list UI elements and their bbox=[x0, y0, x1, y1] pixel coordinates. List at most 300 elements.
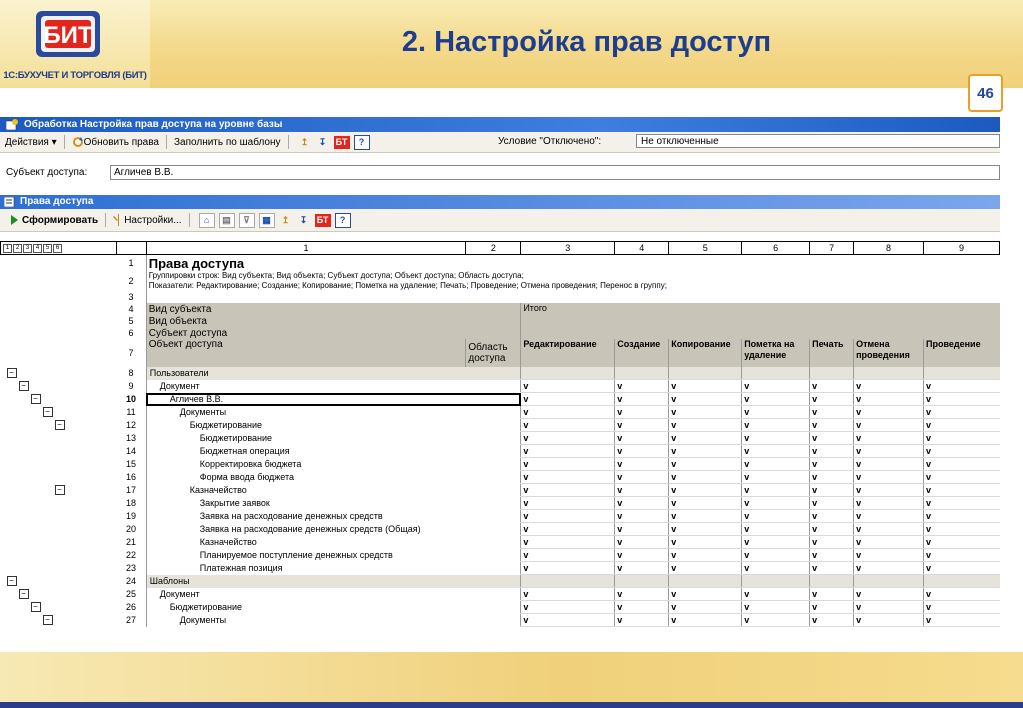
row-label: Документы bbox=[146, 614, 521, 627]
row-number: 27 bbox=[116, 614, 146, 627]
permission-cell[interactable]: v bbox=[810, 614, 854, 627]
report-header-row bbox=[1, 255, 1000, 272]
table-row[interactable] bbox=[1, 601, 1000, 614]
row-number: 18 bbox=[116, 497, 146, 510]
header-subject: Субъект доступа bbox=[146, 327, 521, 339]
permission-cell[interactable]: v bbox=[742, 445, 810, 458]
tree-cell bbox=[1, 510, 117, 523]
permission-cell[interactable]: v bbox=[521, 510, 615, 523]
permission-cell[interactable]: v bbox=[669, 536, 742, 549]
tree-spacer bbox=[1, 303, 117, 315]
row-label: Шаблоны bbox=[146, 575, 521, 588]
window-toolbar bbox=[0, 132, 1000, 153]
permission-cell[interactable]: v bbox=[854, 523, 924, 536]
row-label: Заявка на расходование денежных средств (Общая) bbox=[146, 523, 521, 536]
permission-cell[interactable]: v bbox=[924, 406, 1000, 419]
permission-cell[interactable]: v bbox=[810, 458, 854, 471]
permission-cell[interactable]: v bbox=[924, 471, 1000, 484]
row-number: 9 bbox=[116, 380, 146, 393]
permission-cell[interactable]: v bbox=[742, 523, 810, 536]
permission-cell[interactable]: v bbox=[742, 588, 810, 601]
permission-cell[interactable]: v bbox=[854, 484, 924, 497]
table-view-icon[interactable]: ▦ bbox=[259, 213, 275, 228]
subwindow-title: Права доступа bbox=[20, 196, 94, 207]
report-header-row bbox=[1, 339, 1000, 367]
permission-cell[interactable]: v bbox=[854, 510, 924, 523]
permission-cell[interactable]: v bbox=[615, 484, 669, 497]
permission-cell[interactable]: v bbox=[615, 432, 669, 445]
column-header: Пометка на удаление bbox=[742, 339, 810, 367]
row-number: 3 bbox=[116, 291, 146, 303]
permission-cell[interactable]: v bbox=[924, 445, 1000, 458]
report-header-row bbox=[1, 291, 1000, 303]
permission-cell[interactable]: v bbox=[669, 497, 742, 510]
subject-field[interactable]: Агличев В.В. bbox=[110, 165, 1000, 180]
table-row[interactable] bbox=[1, 458, 1000, 471]
table-row[interactable] bbox=[1, 393, 1000, 406]
tree-spacer bbox=[1, 339, 117, 367]
row-label: Документы bbox=[146, 406, 521, 419]
permission-cell[interactable]: v bbox=[810, 393, 854, 406]
permission-cell[interactable]: v bbox=[854, 419, 924, 432]
column-header: Отмена проведения bbox=[854, 339, 924, 367]
permission-cell[interactable]: v bbox=[742, 484, 810, 497]
permission-cell[interactable] bbox=[810, 575, 854, 588]
permission-cell[interactable]: v bbox=[854, 380, 924, 393]
permission-cell[interactable] bbox=[810, 367, 854, 380]
permission-cell[interactable]: v bbox=[669, 614, 742, 627]
header-object: Объект доступа bbox=[146, 339, 466, 367]
permission-cell[interactable]: v bbox=[810, 601, 854, 614]
permission-cell[interactable]: v bbox=[521, 549, 615, 562]
collapse-icon[interactable]: − bbox=[43, 407, 53, 417]
permission-cell[interactable]: v bbox=[615, 523, 669, 536]
permission-cell[interactable]: v bbox=[521, 588, 615, 601]
permission-cell[interactable]: v bbox=[615, 536, 669, 549]
permission-cell[interactable]: v bbox=[615, 471, 669, 484]
permission-cell[interactable]: v bbox=[615, 601, 669, 614]
permission-cell[interactable] bbox=[742, 575, 810, 588]
permission-cell[interactable]: v bbox=[854, 445, 924, 458]
row-number: 23 bbox=[116, 562, 146, 575]
collapse-icon[interactable]: − bbox=[19, 589, 29, 599]
permission-cell[interactable]: v bbox=[810, 406, 854, 419]
permission-cell[interactable] bbox=[615, 367, 669, 380]
permission-cell[interactable]: v bbox=[669, 562, 742, 575]
tree-cell bbox=[1, 601, 117, 614]
tree-cell bbox=[1, 380, 117, 393]
logo-area bbox=[0, 0, 150, 88]
permission-cell[interactable]: v bbox=[810, 445, 854, 458]
permission-cell[interactable]: v bbox=[615, 497, 669, 510]
toolbar-separator bbox=[64, 135, 65, 149]
permission-cell[interactable] bbox=[742, 367, 810, 380]
tree-cell bbox=[1, 393, 117, 406]
page-number: 46 bbox=[968, 74, 1003, 112]
permission-cell[interactable]: v bbox=[924, 601, 1000, 614]
help-icon[interactable]: ? bbox=[354, 135, 370, 150]
permission-cell[interactable]: v bbox=[615, 510, 669, 523]
refresh-icon bbox=[72, 136, 84, 148]
table-row[interactable] bbox=[1, 419, 1000, 432]
tree-cell bbox=[1, 614, 117, 627]
tree-spacer bbox=[1, 255, 117, 272]
permission-cell[interactable]: v bbox=[854, 432, 924, 445]
header-area: Область доступа bbox=[466, 339, 521, 367]
permission-cell[interactable]: v bbox=[854, 471, 924, 484]
level-button[interactable]: 1 bbox=[3, 244, 12, 253]
permission-cell[interactable]: v bbox=[854, 549, 924, 562]
permission-cell[interactable]: v bbox=[669, 601, 742, 614]
permission-cell[interactable]: v bbox=[521, 484, 615, 497]
table-row[interactable] bbox=[1, 367, 1000, 380]
report-table bbox=[0, 241, 1000, 627]
actions-menu[interactable]: Действия ▾ bbox=[5, 136, 57, 148]
row-label: Корректировка бюджета bbox=[146, 458, 521, 471]
permission-cell[interactable]: v bbox=[742, 406, 810, 419]
permission-cell[interactable]: v bbox=[854, 562, 924, 575]
permission-cell[interactable]: v bbox=[924, 380, 1000, 393]
toolbar-icon-group bbox=[291, 135, 377, 150]
column-header: Редактирование bbox=[521, 339, 615, 367]
permission-cell[interactable]: v bbox=[924, 497, 1000, 510]
row-label: Документ bbox=[146, 380, 521, 393]
permission-cell[interactable]: v bbox=[521, 445, 615, 458]
permission-cell[interactable]: v bbox=[810, 523, 854, 536]
permission-cell[interactable]: v bbox=[521, 393, 615, 406]
permission-cell[interactable]: v bbox=[810, 497, 854, 510]
tree-cell bbox=[1, 445, 117, 458]
table-row[interactable] bbox=[1, 549, 1000, 562]
table-row[interactable] bbox=[1, 471, 1000, 484]
column-number-row bbox=[1, 242, 1000, 255]
permission-cell[interactable]: v bbox=[924, 523, 1000, 536]
permission-cell[interactable]: v bbox=[854, 393, 924, 406]
tree-cell bbox=[1, 562, 117, 575]
row-number: 17 bbox=[116, 484, 146, 497]
permission-cell[interactable] bbox=[924, 575, 1000, 588]
permission-cell[interactable]: v bbox=[924, 458, 1000, 471]
tree-cell bbox=[1, 458, 117, 471]
permission-cell[interactable]: v bbox=[810, 549, 854, 562]
window-titlebar bbox=[0, 117, 1000, 132]
toolbar-separator bbox=[288, 135, 289, 149]
permission-cell[interactable]: v bbox=[615, 393, 669, 406]
permission-cell[interactable]: v bbox=[742, 419, 810, 432]
bit-logo-icon bbox=[35, 10, 101, 58]
permission-cell[interactable]: v bbox=[521, 380, 615, 393]
permission-cell[interactable]: v bbox=[854, 406, 924, 419]
permission-cell[interactable]: v bbox=[615, 614, 669, 627]
permission-cell[interactable]: v bbox=[742, 536, 810, 549]
header-subject-kind: Вид субъекта bbox=[146, 303, 521, 315]
permission-cell[interactable]: v bbox=[854, 601, 924, 614]
tree-cell bbox=[1, 367, 117, 380]
permission-cell[interactable]: v bbox=[669, 523, 742, 536]
permission-cell[interactable]: v bbox=[742, 510, 810, 523]
table-row[interactable] bbox=[1, 614, 1000, 627]
permission-cell[interactable]: v bbox=[810, 562, 854, 575]
permission-cell[interactable]: v bbox=[810, 380, 854, 393]
permission-cell[interactable]: v bbox=[742, 549, 810, 562]
indicators-text: Показатели: Редактирование; Создание; Копирование; Пометка на удаление; Печать; Проведение; Отмена проведения; Перенос в группу; bbox=[148, 281, 667, 290]
help-icon[interactable]: ? bbox=[335, 213, 351, 228]
collapse-icon[interactable]: − bbox=[7, 368, 17, 378]
permission-cell[interactable]: v bbox=[854, 536, 924, 549]
refresh-rights-label: Обновить права bbox=[83, 136, 159, 148]
table-row[interactable] bbox=[1, 406, 1000, 419]
header-object-kind: Вид объекта bbox=[146, 315, 521, 327]
slide-footer-line bbox=[0, 702, 1023, 708]
table-row[interactable] bbox=[1, 536, 1000, 549]
row-label: Бюджетирование bbox=[146, 601, 521, 614]
bit-icon[interactable]: БТ bbox=[315, 214, 331, 227]
permission-cell[interactable]: v bbox=[669, 484, 742, 497]
permission-cell[interactable]: v bbox=[615, 445, 669, 458]
permission-cell[interactable]: v bbox=[669, 471, 742, 484]
permission-cell[interactable]: v bbox=[854, 614, 924, 627]
level-button[interactable]: 4 bbox=[33, 244, 42, 253]
permission-cell[interactable] bbox=[854, 575, 924, 588]
permission-cell[interactable]: v bbox=[924, 419, 1000, 432]
column-number: 3 bbox=[521, 242, 615, 255]
permission-cell[interactable]: v bbox=[521, 406, 615, 419]
permission-cell[interactable]: v bbox=[742, 380, 810, 393]
table-row[interactable] bbox=[1, 432, 1000, 445]
move-up-icon[interactable]: ↥ bbox=[300, 136, 309, 147]
tree-cell bbox=[1, 471, 117, 484]
permission-cell[interactable] bbox=[669, 575, 742, 588]
permission-cell[interactable]: v bbox=[742, 497, 810, 510]
tree-cell bbox=[1, 419, 117, 432]
tree-cell bbox=[1, 432, 117, 445]
collapse-icon[interactable]: − bbox=[31, 394, 41, 404]
permission-cell[interactable]: v bbox=[924, 536, 1000, 549]
permission-cell[interactable]: v bbox=[521, 523, 615, 536]
permission-cell[interactable]: v bbox=[810, 432, 854, 445]
row-number: 6 bbox=[116, 327, 146, 339]
condition-select[interactable]: Не отключенные bbox=[636, 134, 1000, 148]
move-up-icon[interactable]: ↥ bbox=[281, 214, 290, 225]
permission-cell[interactable]: v bbox=[742, 601, 810, 614]
settings-label: Настройки... bbox=[124, 214, 182, 226]
permission-cell[interactable]: v bbox=[669, 419, 742, 432]
row-number: 24 bbox=[116, 575, 146, 588]
permission-cell[interactable]: v bbox=[669, 393, 742, 406]
row-label: Бюджетирование bbox=[146, 419, 521, 432]
row-number: 21 bbox=[116, 536, 146, 549]
table-row[interactable] bbox=[1, 575, 1000, 588]
permission-cell[interactable]: v bbox=[924, 484, 1000, 497]
permission-cell[interactable]: v bbox=[669, 549, 742, 562]
permission-cell[interactable]: v bbox=[615, 549, 669, 562]
permission-cell[interactable]: v bbox=[924, 432, 1000, 445]
permission-cell[interactable]: v bbox=[615, 458, 669, 471]
permission-cell[interactable]: v bbox=[669, 588, 742, 601]
permission-cell[interactable]: v bbox=[669, 458, 742, 471]
generate-button[interactable] bbox=[0, 215, 103, 226]
row-label: Заявка на расходование денежных средств bbox=[146, 510, 521, 523]
tree-cell bbox=[1, 523, 117, 536]
refresh-rights-button[interactable] bbox=[67, 136, 164, 148]
tree-cell bbox=[1, 588, 117, 601]
permission-cell[interactable]: v bbox=[810, 471, 854, 484]
tree-cell bbox=[1, 497, 117, 510]
save-settings-icon[interactable]: ⌂ bbox=[199, 213, 215, 228]
move-down-icon[interactable]: ↧ bbox=[318, 136, 327, 147]
table-row[interactable] bbox=[1, 562, 1000, 575]
blank-cell bbox=[146, 291, 999, 303]
column-number: 2 bbox=[466, 242, 521, 255]
permission-cell[interactable]: v bbox=[810, 588, 854, 601]
report-header-row bbox=[1, 271, 1000, 291]
toolbar-separator bbox=[166, 135, 167, 149]
permission-cell[interactable]: v bbox=[810, 419, 854, 432]
row-number: 1 bbox=[116, 255, 146, 272]
column-number: 7 bbox=[810, 242, 854, 255]
row-number: 5 bbox=[116, 315, 146, 327]
column-header: Проведение bbox=[924, 339, 1000, 367]
permission-cell[interactable]: v bbox=[924, 588, 1000, 601]
collapse-icon[interactable]: − bbox=[7, 576, 17, 586]
permission-cell[interactable] bbox=[669, 367, 742, 380]
permission-cell[interactable]: v bbox=[669, 445, 742, 458]
row-number: 10 bbox=[116, 393, 146, 406]
subject-label: Субъект доступа: bbox=[6, 167, 88, 178]
row-number: 25 bbox=[116, 588, 146, 601]
level-button[interactable]: 5 bbox=[43, 244, 52, 253]
permission-cell[interactable]: v bbox=[742, 471, 810, 484]
move-down-icon[interactable]: ↧ bbox=[299, 214, 308, 225]
bit-icon[interactable]: БТ bbox=[334, 136, 350, 149]
permission-cell[interactable]: v bbox=[521, 497, 615, 510]
permission-cell[interactable]: v bbox=[669, 406, 742, 419]
permission-cell[interactable]: v bbox=[669, 432, 742, 445]
permission-cell[interactable]: v bbox=[854, 497, 924, 510]
permission-cell[interactable]: v bbox=[854, 458, 924, 471]
subject-row bbox=[0, 162, 1000, 184]
row-number: 15 bbox=[116, 458, 146, 471]
play-icon bbox=[11, 215, 18, 225]
permission-cell[interactable]: v bbox=[521, 419, 615, 432]
table-row[interactable] bbox=[1, 484, 1000, 497]
permission-cell[interactable] bbox=[854, 367, 924, 380]
permission-cell[interactable]: v bbox=[742, 614, 810, 627]
permission-cell[interactable]: v bbox=[924, 614, 1000, 627]
permission-cell[interactable]: v bbox=[810, 536, 854, 549]
permission-cell[interactable]: v bbox=[742, 458, 810, 471]
table-row[interactable] bbox=[1, 445, 1000, 458]
settings-button[interactable] bbox=[108, 214, 186, 226]
row-label: Закрытие заявок bbox=[146, 497, 521, 510]
permission-cell[interactable]: v bbox=[742, 562, 810, 575]
table-row[interactable] bbox=[1, 497, 1000, 510]
actions-label: Действия bbox=[5, 136, 49, 148]
permission-cell[interactable]: v bbox=[810, 510, 854, 523]
row-number: 16 bbox=[116, 471, 146, 484]
permission-cell[interactable]: v bbox=[615, 588, 669, 601]
filter-icon[interactable]: ⊽ bbox=[239, 213, 255, 228]
row-number: 7 bbox=[116, 339, 146, 367]
table-row[interactable] bbox=[1, 588, 1000, 601]
row-label: Бюджетирование bbox=[146, 432, 521, 445]
fill-by-template-button[interactable] bbox=[169, 137, 286, 148]
table-row[interactable] bbox=[1, 523, 1000, 536]
permission-cell[interactable]: v bbox=[669, 510, 742, 523]
permission-cell[interactable]: v bbox=[924, 562, 1000, 575]
tree-cell bbox=[1, 536, 117, 549]
permission-cell[interactable]: v bbox=[924, 510, 1000, 523]
row-number: 11 bbox=[116, 406, 146, 419]
app-window bbox=[0, 117, 1000, 655]
permission-cell[interactable]: v bbox=[742, 432, 810, 445]
collapse-icon[interactable]: − bbox=[19, 381, 29, 391]
condition-label: Условие "Отключено": bbox=[498, 136, 602, 147]
permission-cell[interactable]: v bbox=[810, 484, 854, 497]
permission-cell[interactable]: v bbox=[521, 458, 615, 471]
logo-text: БИТ bbox=[43, 22, 93, 49]
grouping-text: Группировки строк: Вид субъекта; Вид объекта; Субъект доступа; Объект доступа; Область доступа; bbox=[148, 271, 524, 280]
permission-cell[interactable] bbox=[521, 575, 615, 588]
column-number: 1 bbox=[146, 242, 466, 255]
permission-cell[interactable]: v bbox=[521, 536, 615, 549]
tree-cell bbox=[1, 484, 117, 497]
permission-cell[interactable]: v bbox=[521, 601, 615, 614]
row-number: 14 bbox=[116, 445, 146, 458]
column-number: 9 bbox=[924, 242, 1000, 255]
level-button[interactable]: 6 bbox=[53, 244, 62, 253]
permission-cell[interactable]: v bbox=[521, 432, 615, 445]
slide-footer-band bbox=[0, 652, 1023, 708]
table-row[interactable] bbox=[1, 510, 1000, 523]
permission-cell[interactable]: v bbox=[521, 471, 615, 484]
row-number: 20 bbox=[116, 523, 146, 536]
permission-cell[interactable]: v bbox=[521, 562, 615, 575]
permission-cell[interactable]: v bbox=[615, 380, 669, 393]
load-settings-icon[interactable]: ▤ bbox=[219, 213, 235, 228]
collapse-icon[interactable]: − bbox=[31, 602, 41, 612]
collapse-icon[interactable]: − bbox=[55, 485, 65, 495]
level-button[interactable]: 2 bbox=[13, 244, 22, 253]
permission-cell[interactable] bbox=[924, 367, 1000, 380]
permission-cell[interactable]: v bbox=[615, 562, 669, 575]
tree-spacer bbox=[1, 315, 117, 327]
tree-spacer bbox=[1, 291, 117, 303]
permission-cell[interactable]: v bbox=[615, 406, 669, 419]
column-header: Печать bbox=[810, 339, 854, 367]
report-grid bbox=[0, 241, 1000, 655]
permission-cell[interactable]: v bbox=[854, 588, 924, 601]
permission-cell[interactable]: v bbox=[924, 393, 1000, 406]
row-number: 22 bbox=[116, 549, 146, 562]
level-button[interactable]: 3 bbox=[23, 244, 32, 253]
permission-cell[interactable]: v bbox=[924, 549, 1000, 562]
permission-cell[interactable] bbox=[521, 367, 615, 380]
table-row[interactable] bbox=[1, 380, 1000, 393]
collapse-icon[interactable]: − bbox=[43, 615, 53, 625]
permission-cell[interactable]: v bbox=[521, 614, 615, 627]
permission-cell[interactable]: v bbox=[669, 380, 742, 393]
report-icon bbox=[4, 197, 15, 207]
row-label: Платежная позиция bbox=[146, 562, 521, 575]
permission-cell[interactable]: v bbox=[742, 393, 810, 406]
report-heading: Права доступа bbox=[148, 255, 245, 271]
permission-cell[interactable] bbox=[615, 575, 669, 588]
collapse-icon[interactable]: − bbox=[55, 420, 65, 430]
permission-cell[interactable]: v bbox=[615, 419, 669, 432]
row-label: Форма ввода бюджета bbox=[146, 471, 521, 484]
row-label: Бюджетная операция bbox=[146, 445, 521, 458]
